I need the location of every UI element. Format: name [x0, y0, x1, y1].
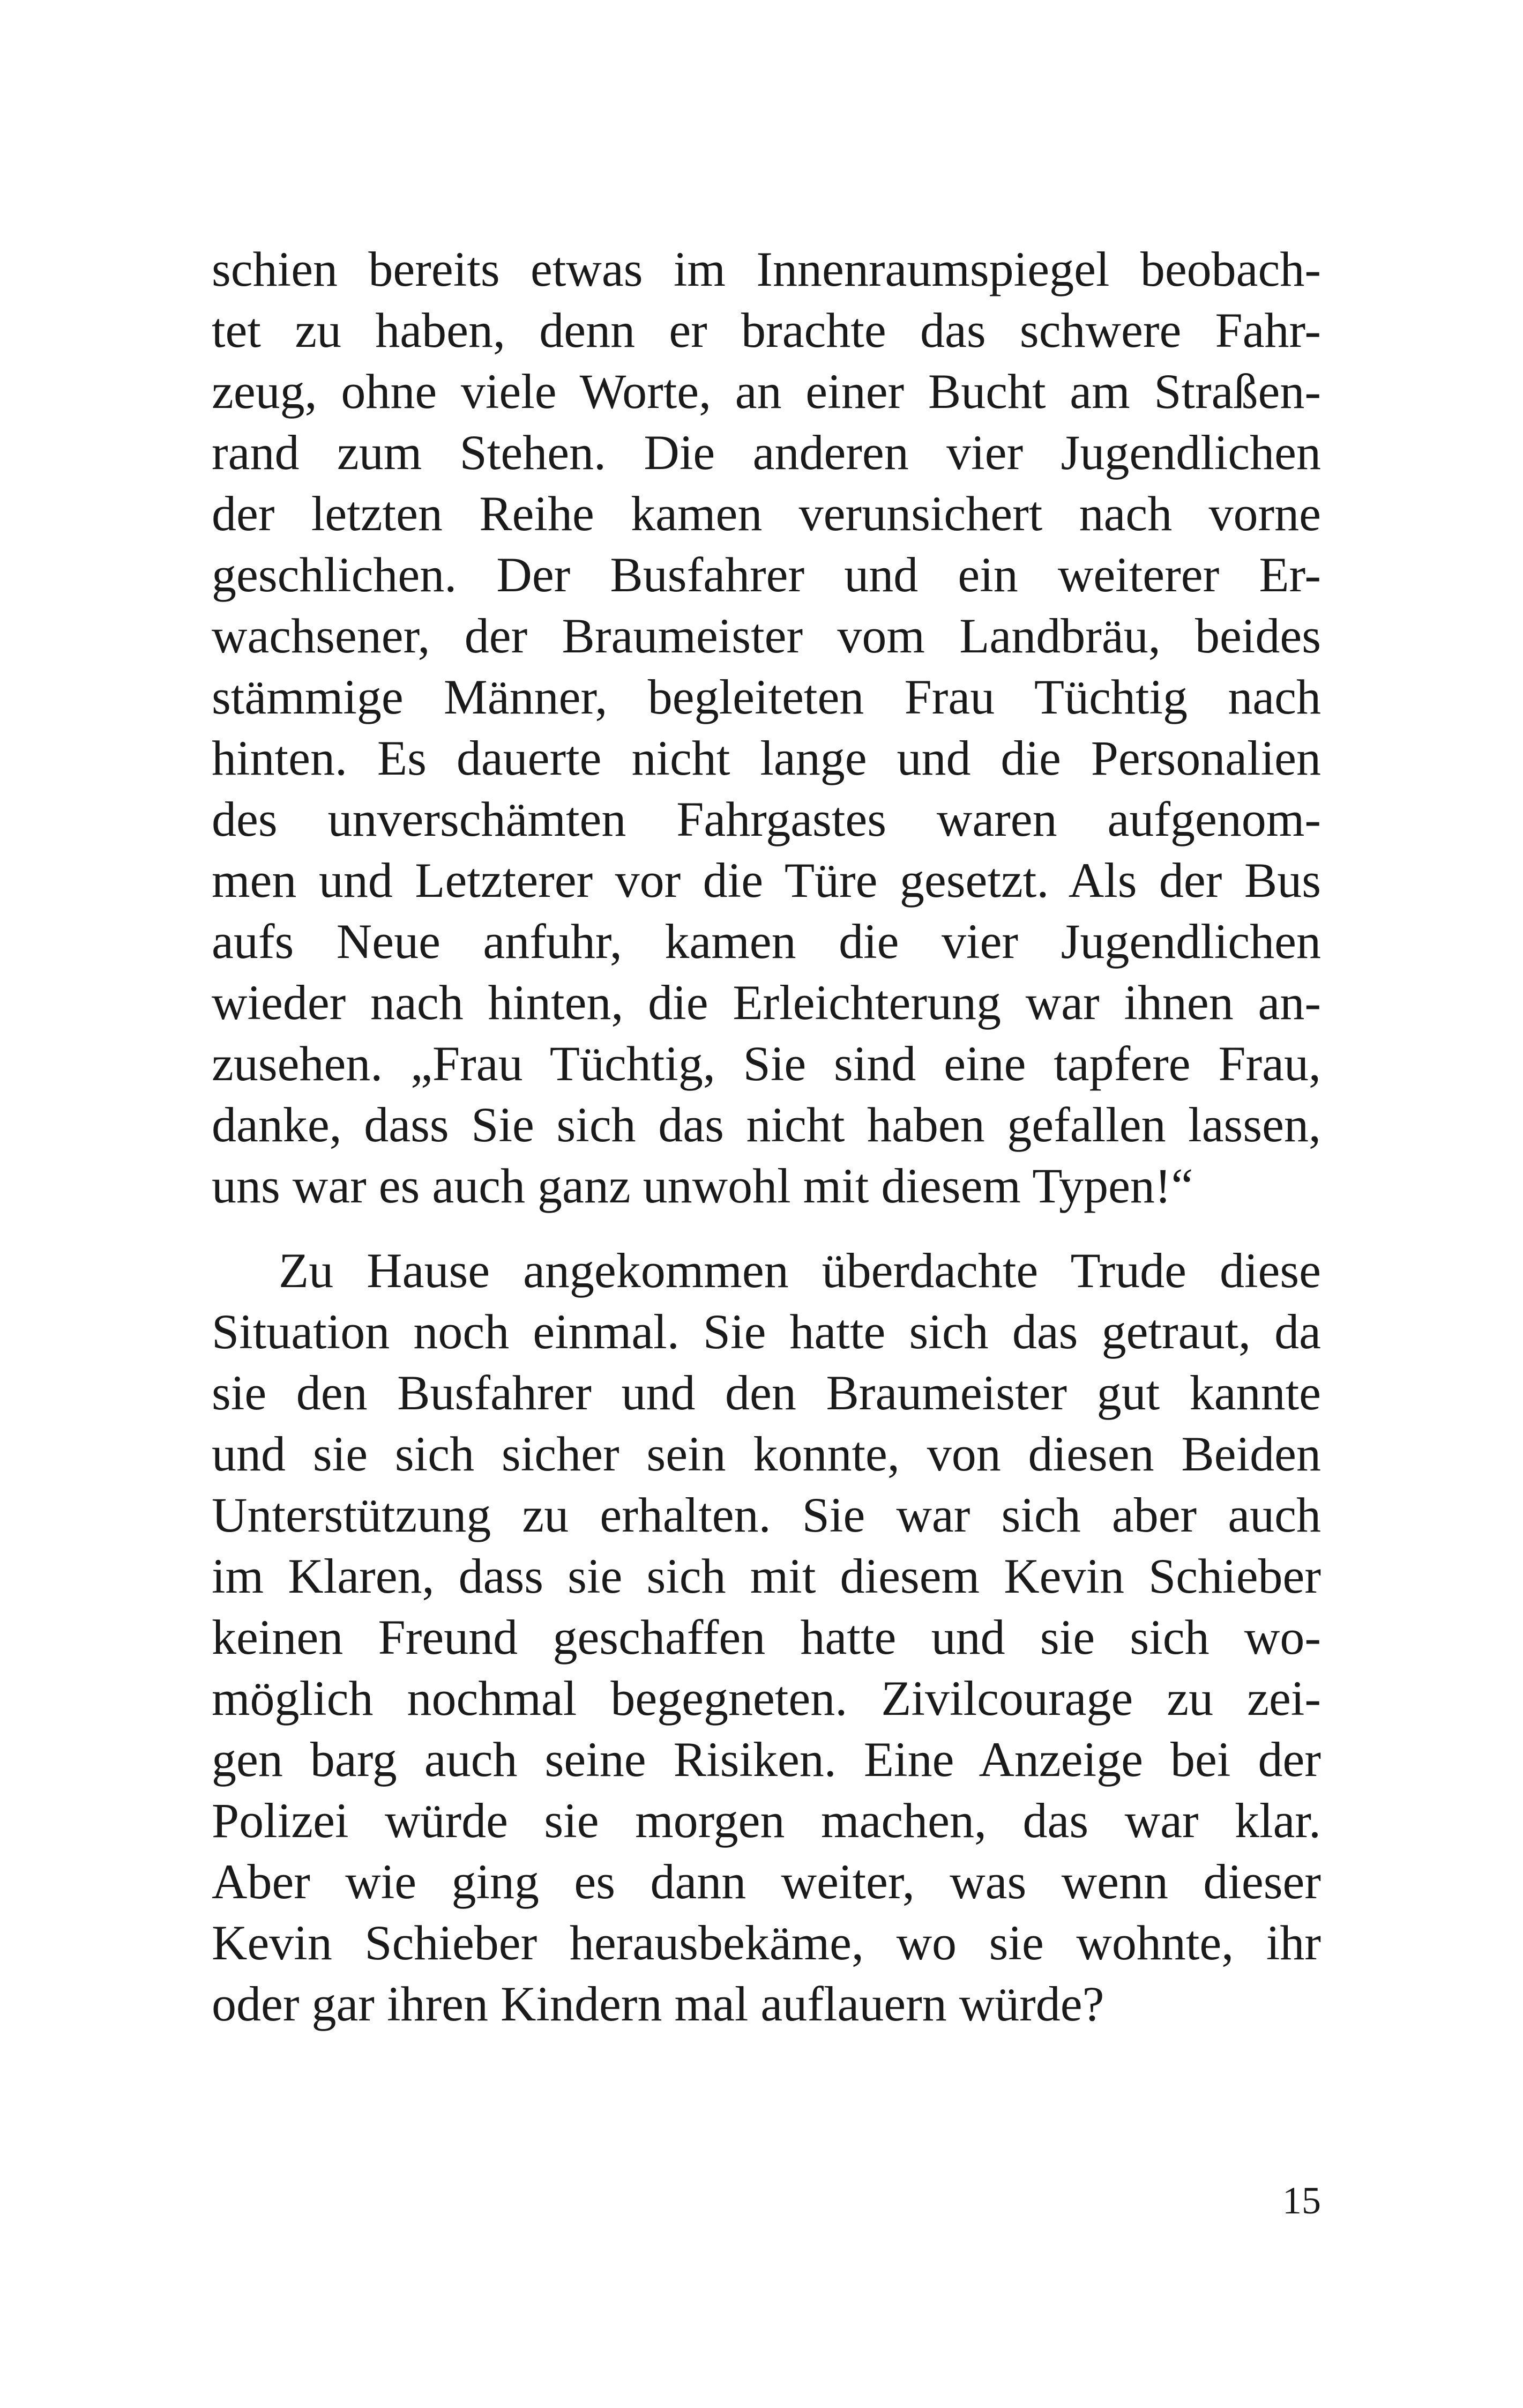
text-line: Zu Hause angekommen überdachte Trude diese — [279, 1243, 1321, 1298]
text-line: möglich nochmal begegneten. Zivilcourage zu zei- — [212, 1671, 1321, 1726]
text-line: uns war es auch ganz unwohl mit diesem Typen!“ — [212, 1158, 1193, 1213]
text-line: aufs Neue anfuhr, kamen die vier Jugendlichen — [212, 914, 1321, 969]
paragraph-2 — [212, 1240, 1321, 2034]
text-line: geschlichen. Der Busfahrer und ein weiterer Er- — [212, 547, 1321, 602]
text-line: Situation noch einmal. Sie hatte sich das getraut, da — [212, 1304, 1321, 1359]
text-line: sie den Busfahrer und den Braumeister gut kannte — [212, 1365, 1321, 1420]
text-line: Unterstützung zu erhalten. Sie war sich aber auch — [212, 1488, 1321, 1542]
paragraph-spacer — [212, 1216, 1321, 1240]
text-line: im Klaren, dass sie sich mit diesem Kevin Schieber — [212, 1549, 1321, 1603]
text-line: Kevin Schieber herausbekäme, wo sie wohnte, ihr — [212, 1915, 1321, 1970]
text-line: gen barg auch seine Risiken. Eine Anzeige bei der — [212, 1732, 1321, 1787]
text-line: keinen Freund geschaffen hatte und sie sich wo- — [212, 1610, 1321, 1664]
text-line: tet zu haben, denn er brachte das schwere Fahr- — [212, 303, 1321, 358]
body-text — [212, 239, 1321, 2034]
text-line: schien bereits etwas im Innenraumspiegel beobach- — [212, 242, 1321, 296]
page-number: 15 — [1282, 2179, 1321, 2222]
text-line: zusehen. „Frau Tüchtig, Sie sind eine tapfere Frau, — [212, 1036, 1321, 1091]
text-line: zeug, ohne viele Worte, an einer Bucht am Straßen- — [212, 364, 1321, 419]
text-line: Aber wie ging es dann weiter, was wenn dieser — [212, 1854, 1321, 1909]
text-line: danke, dass Sie sich das nicht haben gefallen lassen, — [212, 1097, 1321, 1152]
text-line: wachsener, der Braumeister vom Landbräu, beides — [212, 608, 1321, 663]
text-line: hinten. Es dauerte nicht lange und die Personalien — [212, 731, 1321, 785]
text-line: Polizei würde sie morgen machen, das war klar. — [212, 1793, 1321, 1848]
text-line: und sie sich sicher sein konnte, von diesen Beiden — [212, 1426, 1321, 1481]
text-line: rand zum Stehen. Die anderen vier Jugendlichen — [212, 425, 1321, 480]
text-line: wieder nach hinten, die Erleichterung war ihnen an- — [212, 975, 1321, 1030]
text-line: des unverschämten Fahrgastes waren aufgenom- — [212, 792, 1321, 846]
text-line: oder gar ihren Kindern mal auflauern würde? — [212, 1976, 1104, 2031]
paragraph-1 — [212, 239, 1321, 1216]
text-line: der letzten Reihe kamen verunsichert nach vorne — [212, 486, 1321, 541]
text-line: men und Letzterer vor die Türe gesetzt. Als der Bus — [212, 853, 1321, 908]
text-line: stämmige Männer, begleiteten Frau Tüchtig nach — [212, 670, 1321, 724]
